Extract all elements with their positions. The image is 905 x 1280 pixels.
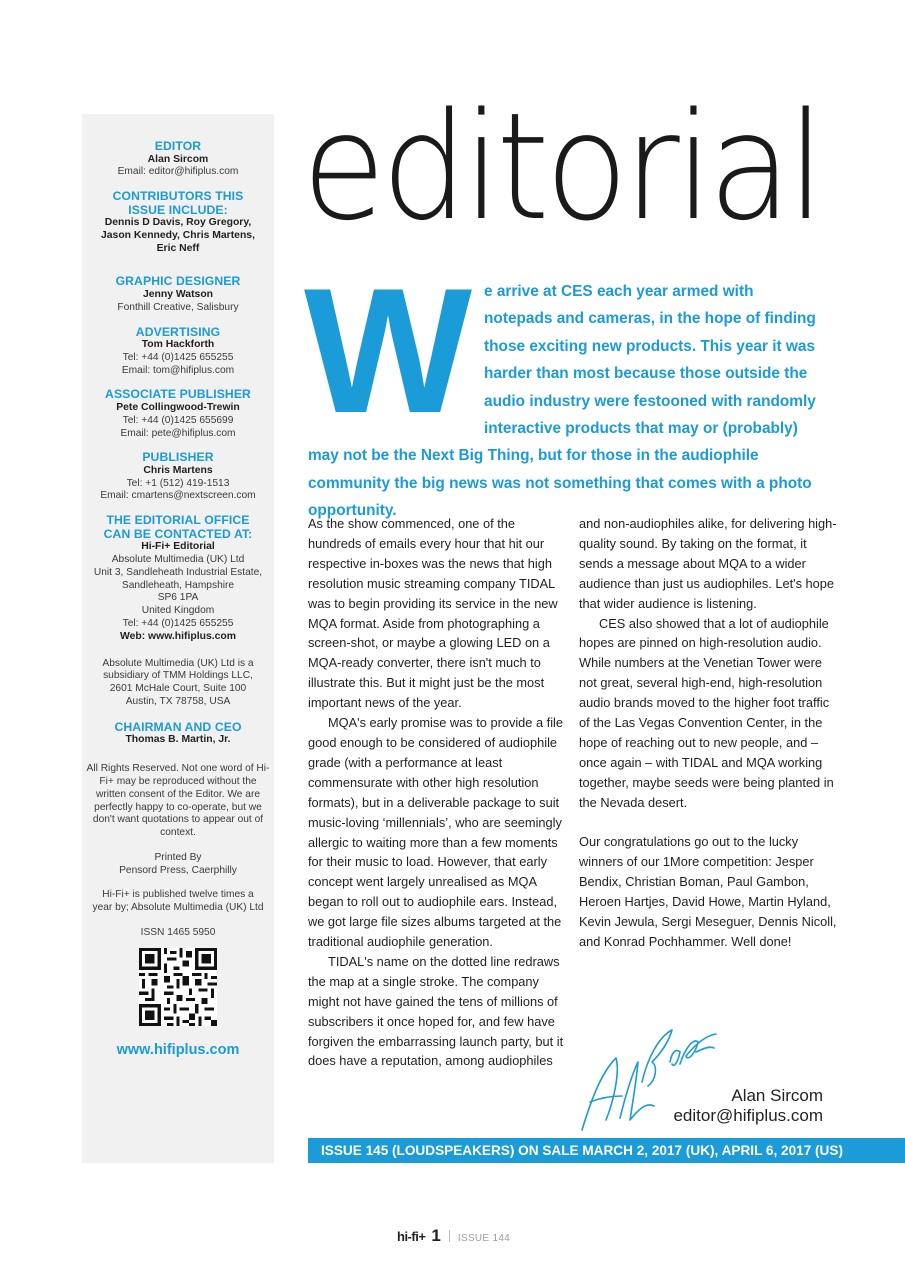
editor-name: Alan Sircom bbox=[147, 153, 209, 165]
website-link[interactable]: www.hifiplus.com bbox=[116, 1041, 240, 1058]
designer-org: Fonthill Creative, Salisbury bbox=[117, 301, 239, 313]
intro-text: e arrive at CES each year armed with notepads and cameras, in the hope of finding those exciting new products. This year it was harder than most because those outside the audio industry were festooned with randomly interactive products that may or (probably) may not be the Next Big Thing, but for those in the audiophile community the big news was not something that comes with a photo opportunity. bbox=[308, 283, 816, 520]
associate-publisher-name: Pete Collingwood-Trewin bbox=[116, 401, 240, 413]
contributors-section bbox=[86, 190, 270, 255]
office-line2: Unit 3, Sandleheath Industrial Estate, bbox=[93, 566, 263, 578]
publisher-email: Email: cmartens@nextscreen.com bbox=[100, 490, 256, 502]
page-footer bbox=[397, 1226, 510, 1246]
contributors-heading: CONTRIBUTORS THIS ISSUE INCLUDE: bbox=[112, 189, 244, 217]
signoff-email: editor@hifiplus.com bbox=[673, 1106, 823, 1125]
magazine-logo: hi-fi+ bbox=[397, 1229, 426, 1244]
issue-label: ISSUE 144 bbox=[457, 1233, 511, 1244]
printed-by: Pensord Press, Caerphilly bbox=[119, 864, 237, 876]
advertising-section bbox=[86, 326, 270, 378]
publisher-heading: PUBLISHER bbox=[142, 450, 214, 465]
editor-heading: EDITOR bbox=[154, 139, 202, 153]
subsidiary-note: Absolute Multimedia (UK) Ltd is a subsidiary of TMM Holdings LLC, 2601 McHale Court, Suite 100 Austin, TX 78758, USA bbox=[102, 657, 254, 708]
associate-publisher-tel: Tel: +44 (0)1425 655699 bbox=[122, 414, 234, 426]
office-line4: SP6 1PA bbox=[157, 592, 199, 604]
printed-section bbox=[86, 852, 270, 878]
next-issue-banner: ISSUE 145 (LOUDSPEAKERS) ON SALE MARCH 2, 2017 (UK), APRIL 6, 2017 (US) bbox=[308, 1138, 905, 1163]
publisher-tel: Tel: +1 (512) 419-1513 bbox=[126, 477, 230, 489]
body-paragraph-5: CES also showed that a lot of audiophile hopes are pinned on high-resolution audio. While numbers at the Venetian Tower were not great, several high-end, high-resolution audio brands moved to the higher foot traffic of the Las Vegas Convention Center, in the hope of reaching out to new people, and – once again – with TIDAL and MQA working together, maybe seeds were being planted in the Nevada desert. bbox=[579, 615, 834, 810]
editor-section bbox=[86, 140, 270, 179]
associate-publisher-email: Email: pete@hifiplus.com bbox=[120, 427, 236, 439]
masthead-sidebar bbox=[82, 114, 274, 1163]
printed-label: Printed By bbox=[154, 851, 202, 863]
publisher-name: Chris Martens bbox=[143, 464, 213, 476]
office-tel: Tel: +44 (0)1425 655255 bbox=[122, 618, 234, 630]
published-note: Hi-Fi+ is published twelve times a year by; Absolute Multimedia (UK) Ltd bbox=[92, 889, 264, 914]
designer-heading: GRAPHIC DESIGNER bbox=[115, 274, 241, 289]
body-paragraph-1: As the show commenced, one of the hundreds of emails every hour that hit our respective in-boxes was the news that high resolution music streaming company TIDAL was to begin providing its service in the new MQA format. Aside from photographing a screen-shot, or maybe a glowing LED on a MQA-ready converter, there isn't much to illustrate this. But it might just be the most important news of the year. bbox=[308, 516, 558, 711]
body-paragraph-2: MQA's early promise was to provide a file good enough to be considered of audiophile grade (with a performance at least commensurate with other high resolution formats), but in a deliverable package to suit music-loving ‘millennials’, who are seemingly allergic to waiting more than a few moments for their music to load. However, that early concept went largely unrealised as MQA began to roll out to audiophile ears. Instead, we got large file sizes albums targeted at the traditional audiophile generation. bbox=[308, 715, 564, 950]
advertising-tel: Tel: +44 (0)1425 655255 bbox=[122, 351, 234, 363]
drop-cap: W bbox=[304, 251, 467, 450]
office-line3: Sandleheath, Hampshire bbox=[121, 579, 235, 591]
body-paragraph-6: Our congratulations go out to the lucky winners of our 1More competition: Jesper Bendix, Christian Boman, Paul Gambon, Heroen Hartjes, David Howe, Martin Hyland, Kevin Jewula, Sergi Meseguer, Dennis Nicoll, and Konrad Pochhammer. Well done! bbox=[579, 834, 837, 950]
associate-publisher-section bbox=[86, 388, 270, 440]
associate-publisher-heading: ASSOCIATE PUBLISHER bbox=[105, 387, 251, 402]
rights-notice: All Rights Reserved. Not one word of Hi-Fi+ may be reproduced without the written consent of the Editor. We are perfectly happy to co-operate, but we don't want quotations to appear out of context. bbox=[86, 763, 270, 839]
advertising-email: Email: tom@hifiplus.com bbox=[121, 364, 235, 376]
contributors-names: Dennis D Davis, Roy Gregory, Jason Kennedy, Chris Martens, Eric Neff bbox=[101, 217, 255, 254]
publisher-section bbox=[86, 451, 270, 503]
office-heading: THE EDITORIAL OFFICE CAN BE CONTACTED AT: bbox=[103, 513, 253, 541]
issn: ISSN 1465 5950 bbox=[140, 927, 216, 939]
office-name: Hi-Fi+ Editorial bbox=[141, 541, 215, 553]
office-section bbox=[86, 514, 270, 643]
advertising-name: Tom Hackforth bbox=[141, 339, 215, 351]
office-web: Web: www.hifiplus.com bbox=[119, 630, 237, 642]
page-number: 1 bbox=[431, 1226, 441, 1245]
body-column-left bbox=[308, 514, 570, 1071]
chairman-section bbox=[86, 721, 270, 747]
body-column-right bbox=[579, 514, 839, 952]
qr-code-icon bbox=[139, 948, 217, 1026]
body-paragraph-4: and non-audiophiles alike, for delivering high-quality sound. By taking on the format, it sends a message about MQA to a wider audience than just us audiophiles. Let's hope that wider audience is listening. bbox=[579, 516, 837, 611]
signoff-name: Alan Sircom bbox=[731, 1086, 823, 1105]
signoff bbox=[673, 1086, 823, 1126]
footer-divider bbox=[449, 1230, 450, 1242]
editor-email: Email: editor@hifiplus.com bbox=[117, 166, 239, 178]
advertising-heading: ADVERTISING bbox=[135, 324, 221, 339]
body-paragraph-3: TIDAL's name on the dotted line redraws the map at a single stroke. The company might not have gained the tens of millions of subscribers it once hoped for, and few have forgiven the embarrassing launch party, but it does have a reputation, among audiophiles bbox=[308, 953, 564, 1069]
intro-paragraph bbox=[304, 251, 823, 525]
designer-section bbox=[86, 275, 270, 314]
office-line1: Absolute Multimedia (UK) Ltd bbox=[111, 554, 245, 566]
page-title: editorial bbox=[302, 81, 821, 253]
office-line5: United Kingdom bbox=[141, 605, 215, 617]
chairman-name: Thomas B. Martin, Jr. bbox=[125, 734, 231, 746]
chairman-heading: CHAIRMAN AND CEO bbox=[114, 719, 242, 734]
designer-name: Jenny Watson bbox=[142, 288, 214, 300]
